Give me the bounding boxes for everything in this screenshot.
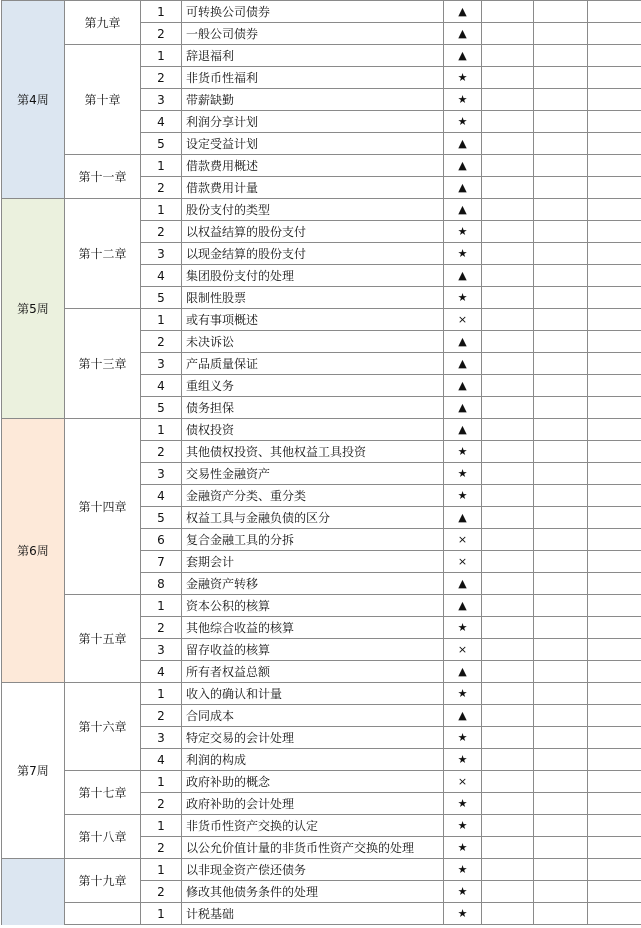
blank-cell — [588, 463, 641, 485]
topic-cell: 套期会计 — [182, 551, 444, 573]
chapter-cell: 第十一章 — [65, 155, 141, 199]
blank-cell — [588, 595, 641, 617]
topic-cell: 所有者权益总额 — [182, 661, 444, 683]
blank-cell — [588, 45, 641, 67]
topic-cell: 复合金融工具的分拆 — [182, 529, 444, 551]
topic-cell: 一般公司债券 — [182, 23, 444, 45]
topic-cell: 股份支付的类型 — [182, 199, 444, 221]
item-number: 1 — [141, 815, 182, 837]
blank-cell — [482, 595, 534, 617]
importance-mark: ▲ — [444, 1, 482, 23]
blank-cell — [482, 111, 534, 133]
chapter-cell: 第十八章 — [65, 815, 141, 859]
blank-cell — [588, 837, 641, 859]
table-row — [2, 1, 641, 23]
blank-cell — [534, 243, 588, 265]
blank-cell — [534, 529, 588, 551]
item-number: 4 — [141, 485, 182, 507]
topic-cell: 金融资产转移 — [182, 573, 444, 595]
importance-mark: ▲ — [444, 177, 482, 199]
topic-cell: 利润的构成 — [182, 749, 444, 771]
blank-cell — [588, 815, 641, 837]
item-number: 2 — [141, 441, 182, 463]
blank-cell — [588, 859, 641, 881]
blank-cell — [482, 551, 534, 573]
topic-cell: 非货币性资产交换的认定 — [182, 815, 444, 837]
item-number: 3 — [141, 639, 182, 661]
item-number: 2 — [141, 837, 182, 859]
blank-cell — [482, 133, 534, 155]
blank-cell — [534, 881, 588, 903]
item-number: 5 — [141, 133, 182, 155]
blank-cell — [482, 903, 534, 925]
blank-cell — [588, 397, 641, 419]
blank-cell — [534, 1, 588, 23]
item-number: 1 — [141, 595, 182, 617]
item-number: 7 — [141, 551, 182, 573]
blank-cell — [588, 133, 641, 155]
blank-cell — [534, 859, 588, 881]
blank-cell — [482, 353, 534, 375]
importance-mark: ▲ — [444, 375, 482, 397]
item-number: 1 — [141, 45, 182, 67]
blank-cell — [482, 1, 534, 23]
blank-cell — [588, 485, 641, 507]
item-number: 4 — [141, 749, 182, 771]
importance-mark: ★ — [444, 287, 482, 309]
blank-cell — [482, 309, 534, 331]
blank-cell — [482, 661, 534, 683]
blank-cell — [588, 177, 641, 199]
table-row — [2, 419, 641, 441]
blank-cell — [588, 793, 641, 815]
blank-cell — [534, 67, 588, 89]
topic-cell: 收入的确认和计量 — [182, 683, 444, 705]
chapter-cell: 第十七章 — [65, 771, 141, 815]
blank-cell — [534, 595, 588, 617]
blank-cell — [534, 89, 588, 111]
topic-cell: 设定受益计划 — [182, 133, 444, 155]
table-row — [2, 771, 641, 793]
item-number: 2 — [141, 793, 182, 815]
importance-mark: × — [444, 771, 482, 793]
blank-cell — [534, 287, 588, 309]
blank-cell — [482, 375, 534, 397]
blank-cell — [588, 89, 641, 111]
item-number: 4 — [141, 661, 182, 683]
importance-mark: ★ — [444, 441, 482, 463]
topic-cell: 产品质量保证 — [182, 353, 444, 375]
chapter-cell — [65, 903, 141, 925]
topic-cell: 以现金结算的股份支付 — [182, 243, 444, 265]
blank-cell — [588, 221, 641, 243]
blank-cell — [534, 375, 588, 397]
blank-cell — [588, 309, 641, 331]
blank-cell — [482, 859, 534, 881]
item-number: 1 — [141, 771, 182, 793]
blank-cell — [588, 573, 641, 595]
importance-mark: ★ — [444, 749, 482, 771]
blank-cell — [482, 705, 534, 727]
blank-cell — [588, 617, 641, 639]
importance-mark: × — [444, 551, 482, 573]
topic-cell: 限制性股票 — [182, 287, 444, 309]
importance-mark: ★ — [444, 683, 482, 705]
blank-cell — [534, 111, 588, 133]
blank-cell — [588, 705, 641, 727]
chapter-cell: 第十九章 — [65, 859, 141, 903]
blank-cell — [482, 683, 534, 705]
blank-cell — [534, 573, 588, 595]
importance-mark: × — [444, 309, 482, 331]
blank-cell — [588, 749, 641, 771]
chapter-cell: 第十六章 — [65, 683, 141, 771]
topic-cell: 政府补助的会计处理 — [182, 793, 444, 815]
topic-cell: 留存收益的核算 — [182, 639, 444, 661]
blank-cell — [588, 23, 641, 45]
item-number: 3 — [141, 463, 182, 485]
item-number: 1 — [141, 309, 182, 331]
item-number: 1 — [141, 199, 182, 221]
item-number: 2 — [141, 331, 182, 353]
topic-cell: 特定交易的会计处理 — [182, 727, 444, 749]
item-number: 1 — [141, 155, 182, 177]
blank-cell — [588, 903, 641, 925]
blank-cell — [534, 683, 588, 705]
blank-cell — [588, 529, 641, 551]
importance-mark: ★ — [444, 881, 482, 903]
blank-cell — [588, 155, 641, 177]
blank-cell — [482, 265, 534, 287]
blank-cell — [534, 133, 588, 155]
blank-cell — [588, 331, 641, 353]
item-number: 2 — [141, 67, 182, 89]
blank-cell — [588, 243, 641, 265]
importance-mark: ▲ — [444, 133, 482, 155]
blank-cell — [482, 771, 534, 793]
blank-cell — [534, 793, 588, 815]
importance-mark: ▲ — [444, 507, 482, 529]
blank-cell — [534, 771, 588, 793]
blank-cell — [588, 287, 641, 309]
blank-cell — [588, 661, 641, 683]
importance-mark: ★ — [444, 903, 482, 925]
topic-cell: 以非现金资产偿还债务 — [182, 859, 444, 881]
blank-cell — [534, 903, 588, 925]
chapter-cell: 第十四章 — [65, 419, 141, 595]
item-number: 4 — [141, 265, 182, 287]
blank-cell — [482, 243, 534, 265]
blank-cell — [588, 1, 641, 23]
blank-cell — [588, 111, 641, 133]
topic-cell: 计税基础 — [182, 903, 444, 925]
topic-cell: 以公允价值计量的非货币性资产交换的处理 — [182, 837, 444, 859]
blank-cell — [482, 837, 534, 859]
table-row — [2, 595, 641, 617]
importance-mark: ▲ — [444, 397, 482, 419]
table-row — [2, 45, 641, 67]
study-schedule-table — [1, 0, 641, 925]
importance-mark: × — [444, 529, 482, 551]
blank-cell — [482, 727, 534, 749]
item-number: 1 — [141, 683, 182, 705]
item-number: 3 — [141, 89, 182, 111]
topic-cell: 权益工具与金融负债的区分 — [182, 507, 444, 529]
topic-cell: 合同成本 — [182, 705, 444, 727]
table-row — [2, 815, 641, 837]
topic-cell: 重组义务 — [182, 375, 444, 397]
topic-cell: 利润分享计划 — [182, 111, 444, 133]
topic-cell: 金融资产分类、重分类 — [182, 485, 444, 507]
topic-cell: 债务担保 — [182, 397, 444, 419]
importance-mark: ▲ — [444, 573, 482, 595]
blank-cell — [588, 639, 641, 661]
importance-mark: ★ — [444, 815, 482, 837]
blank-cell — [588, 265, 641, 287]
item-number: 2 — [141, 881, 182, 903]
item-number: 2 — [141, 617, 182, 639]
blank-cell — [534, 199, 588, 221]
blank-cell — [534, 23, 588, 45]
topic-cell: 修改其他债务条件的处理 — [182, 881, 444, 903]
item-number: 3 — [141, 353, 182, 375]
chapter-cell: 第十五章 — [65, 595, 141, 683]
item-number: 4 — [141, 111, 182, 133]
topic-cell: 带薪缺勤 — [182, 89, 444, 111]
week-cell — [2, 859, 65, 925]
topic-cell: 未决诉讼 — [182, 331, 444, 353]
blank-cell — [482, 67, 534, 89]
table-row — [2, 309, 641, 331]
topic-cell: 借款费用概述 — [182, 155, 444, 177]
topic-cell: 交易性金融资产 — [182, 463, 444, 485]
blank-cell — [588, 551, 641, 573]
topic-cell: 可转换公司债券 — [182, 1, 444, 23]
blank-cell — [482, 397, 534, 419]
blank-cell — [534, 45, 588, 67]
importance-mark: ★ — [444, 111, 482, 133]
blank-cell — [588, 507, 641, 529]
blank-cell — [482, 221, 534, 243]
importance-mark: × — [444, 639, 482, 661]
importance-mark: ▲ — [444, 419, 482, 441]
topic-cell: 债权投资 — [182, 419, 444, 441]
table-row — [2, 859, 641, 881]
blank-cell — [534, 155, 588, 177]
importance-mark: ▲ — [444, 353, 482, 375]
blank-cell — [534, 221, 588, 243]
blank-cell — [534, 463, 588, 485]
table-row — [2, 683, 641, 705]
blank-cell — [534, 749, 588, 771]
topic-cell: 辞退福利 — [182, 45, 444, 67]
item-number: 2 — [141, 177, 182, 199]
importance-mark: ▲ — [444, 45, 482, 67]
blank-cell — [482, 155, 534, 177]
schedule-body — [2, 1, 641, 925]
chapter-cell: 第九章 — [65, 1, 141, 45]
blank-cell — [588, 353, 641, 375]
importance-mark: ★ — [444, 243, 482, 265]
importance-mark: ▲ — [444, 155, 482, 177]
topic-cell: 其他债权投资、其他权益工具投资 — [182, 441, 444, 463]
item-number: 5 — [141, 287, 182, 309]
chapter-cell: 第十章 — [65, 45, 141, 155]
blank-cell — [588, 683, 641, 705]
item-number: 4 — [141, 375, 182, 397]
blank-cell — [482, 441, 534, 463]
importance-mark: ▲ — [444, 595, 482, 617]
blank-cell — [482, 287, 534, 309]
blank-cell — [534, 837, 588, 859]
blank-cell — [534, 177, 588, 199]
table-row — [2, 903, 641, 925]
blank-cell — [482, 639, 534, 661]
blank-cell — [534, 815, 588, 837]
blank-cell — [482, 815, 534, 837]
blank-cell — [588, 881, 641, 903]
blank-cell — [534, 661, 588, 683]
importance-mark: ▲ — [444, 265, 482, 287]
item-number: 1 — [141, 1, 182, 23]
blank-cell — [588, 771, 641, 793]
importance-mark: ★ — [444, 793, 482, 815]
blank-cell — [588, 727, 641, 749]
blank-cell — [534, 265, 588, 287]
blank-cell — [588, 419, 641, 441]
item-number: 1 — [141, 903, 182, 925]
blank-cell — [588, 199, 641, 221]
blank-cell — [534, 617, 588, 639]
importance-mark: ★ — [444, 485, 482, 507]
item-number: 2 — [141, 23, 182, 45]
topic-cell: 借款费用计量 — [182, 177, 444, 199]
importance-mark: ▲ — [444, 199, 482, 221]
blank-cell — [534, 727, 588, 749]
importance-mark: ★ — [444, 727, 482, 749]
blank-cell — [534, 353, 588, 375]
week-cell: 第5周 — [2, 199, 65, 419]
importance-mark: ★ — [444, 67, 482, 89]
blank-cell — [482, 573, 534, 595]
item-number: 8 — [141, 573, 182, 595]
blank-cell — [482, 177, 534, 199]
blank-cell — [482, 331, 534, 353]
item-number: 5 — [141, 507, 182, 529]
week-cell: 第4周 — [2, 1, 65, 199]
importance-mark: ▲ — [444, 23, 482, 45]
blank-cell — [588, 67, 641, 89]
item-number: 6 — [141, 529, 182, 551]
importance-mark: ▲ — [444, 661, 482, 683]
importance-mark: ★ — [444, 617, 482, 639]
importance-mark: ▲ — [444, 705, 482, 727]
item-number: 2 — [141, 705, 182, 727]
blank-cell — [482, 485, 534, 507]
blank-cell — [482, 507, 534, 529]
blank-cell — [482, 463, 534, 485]
item-number: 3 — [141, 243, 182, 265]
item-number: 5 — [141, 397, 182, 419]
chapter-cell: 第十二章 — [65, 199, 141, 309]
blank-cell — [482, 529, 534, 551]
blank-cell — [482, 617, 534, 639]
item-number: 1 — [141, 419, 182, 441]
blank-cell — [482, 89, 534, 111]
topic-cell: 其他综合收益的核算 — [182, 617, 444, 639]
blank-cell — [588, 441, 641, 463]
item-number: 3 — [141, 727, 182, 749]
blank-cell — [534, 397, 588, 419]
chapter-cell: 第十三章 — [65, 309, 141, 419]
importance-mark: ▲ — [444, 331, 482, 353]
item-number: 2 — [141, 221, 182, 243]
blank-cell — [482, 881, 534, 903]
blank-cell — [482, 45, 534, 67]
blank-cell — [534, 551, 588, 573]
blank-cell — [482, 419, 534, 441]
week-cell: 第7周 — [2, 683, 65, 859]
blank-cell — [534, 485, 588, 507]
importance-mark: ★ — [444, 837, 482, 859]
topic-cell: 集团股份支付的处理 — [182, 265, 444, 287]
topic-cell: 以权益结算的股份支付 — [182, 221, 444, 243]
blank-cell — [482, 23, 534, 45]
blank-cell — [482, 199, 534, 221]
table-row — [2, 199, 641, 221]
blank-cell — [482, 793, 534, 815]
importance-mark: ★ — [444, 859, 482, 881]
importance-mark: ★ — [444, 221, 482, 243]
blank-cell — [588, 375, 641, 397]
blank-cell — [534, 419, 588, 441]
topic-cell: 或有事项概述 — [182, 309, 444, 331]
blank-cell — [534, 639, 588, 661]
week-cell: 第6周 — [2, 419, 65, 683]
table-row — [2, 155, 641, 177]
importance-mark: ★ — [444, 89, 482, 111]
importance-mark: ★ — [444, 463, 482, 485]
topic-cell: 资本公积的核算 — [182, 595, 444, 617]
topic-cell: 政府补助的概念 — [182, 771, 444, 793]
blank-cell — [534, 441, 588, 463]
topic-cell: 非货币性福利 — [182, 67, 444, 89]
blank-cell — [534, 331, 588, 353]
blank-cell — [534, 507, 588, 529]
blank-cell — [534, 705, 588, 727]
blank-cell — [534, 309, 588, 331]
blank-cell — [482, 749, 534, 771]
item-number: 1 — [141, 859, 182, 881]
